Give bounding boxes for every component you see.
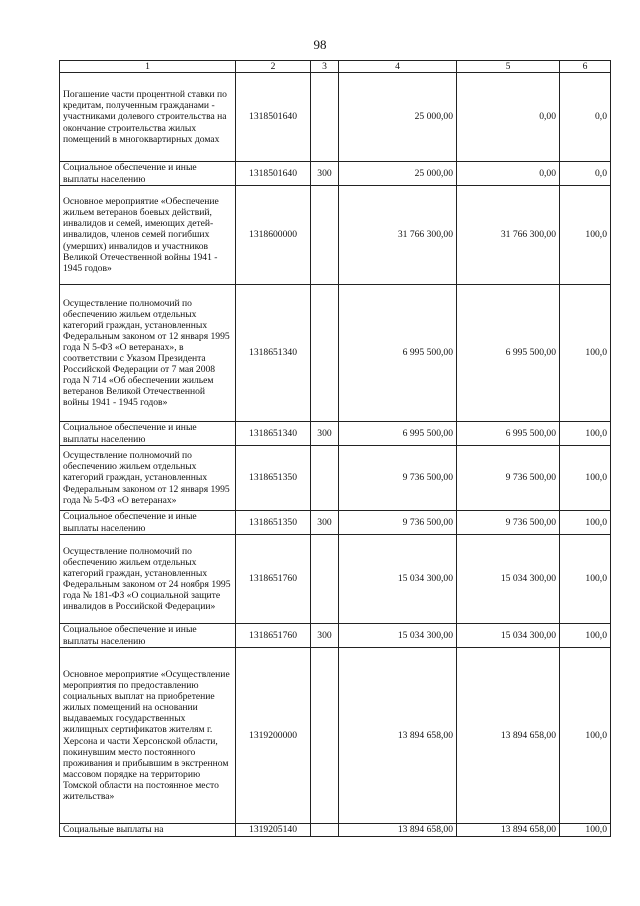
execution-percent: 100,0 [560, 186, 611, 285]
planned-amount: 13 894 658,00 [339, 648, 457, 824]
expense-type: 300 [311, 624, 339, 648]
target-code: 1318651340 [236, 285, 311, 422]
target-code: 1319200000 [236, 648, 311, 824]
header-cell: 3 [311, 61, 339, 73]
target-code: 1318651760 [236, 624, 311, 648]
executed-amount: 13 894 658,00 [457, 648, 560, 824]
expense-type: 300 [311, 511, 339, 535]
expense-type [311, 446, 339, 511]
planned-amount: 25 000,00 [339, 162, 457, 186]
executed-amount: 0,00 [457, 73, 560, 162]
item-name: Социальное обеспечение и иные выплаты населению [60, 624, 236, 648]
execution-percent: 100,0 [560, 511, 611, 535]
item-name: Социальное обеспечение и иные выплаты населению [60, 422, 236, 446]
execution-percent: 100,0 [560, 285, 611, 422]
item-name: Социальное обеспечение и иные выплаты населению [60, 162, 236, 186]
item-name: Осуществление полномочий по обеспечению жильем отдельных категорий граждан, установленных Федеральным законом от 12 января 1995 года № 5-ФЗ «О ветеранах» [60, 446, 236, 511]
executed-amount: 13 894 658,00 [457, 824, 560, 837]
table-row [60, 162, 611, 186]
header-cell: 6 [560, 61, 611, 73]
executed-amount: 15 034 300,00 [457, 624, 560, 648]
execution-percent: 100,0 [560, 624, 611, 648]
execution-percent: 100,0 [560, 648, 611, 824]
table-row [60, 446, 611, 511]
executed-amount: 31 766 300,00 [457, 186, 560, 285]
expense-type [311, 73, 339, 162]
item-name: Социальное обеспечение и иные выплаты населению [60, 511, 236, 535]
target-code: 1318651350 [236, 511, 311, 535]
planned-amount: 15 034 300,00 [339, 624, 457, 648]
item-name: Осуществление полномочий по обеспечению жильем отдельных категорий граждан, установленных Федеральным законом от 12 января 1995 года N 5-ФЗ «О ветеранах», в соответствии с Указом Президента Российской Федерации от 7 мая 2008 года N 714 «Об обеспечении жильем ветеранов Великой Отечественной войны 1941 - 1945 годов» [60, 285, 236, 422]
planned-amount: 31 766 300,00 [339, 186, 457, 285]
header-cell: 1 [60, 61, 236, 73]
planned-amount: 6 995 500,00 [339, 422, 457, 446]
executed-amount: 9 736 500,00 [457, 446, 560, 511]
expense-type: 300 [311, 422, 339, 446]
expense-type [311, 285, 339, 422]
table-row [60, 422, 611, 446]
execution-percent: 0,0 [560, 162, 611, 186]
planned-amount: 13 894 658,00 [339, 824, 457, 837]
table-row [60, 824, 611, 837]
planned-amount: 15 034 300,00 [339, 535, 457, 624]
table-row [60, 535, 611, 624]
target-code: 1318651350 [236, 446, 311, 511]
table-row [60, 285, 611, 422]
expense-type: 300 [311, 162, 339, 186]
header-cell: 2 [236, 61, 311, 73]
item-name: Погашение части процентной ставки по кредитам, полученным гражданами - участниками долевого строительства на окончание строительства жилых помещений в многоквартирных домах [60, 73, 236, 162]
table-row [60, 648, 611, 824]
target-code: 1319205140 [236, 824, 311, 837]
executed-amount: 15 034 300,00 [457, 535, 560, 624]
column-number-row [60, 61, 611, 73]
execution-percent: 100,0 [560, 422, 611, 446]
budget-table [59, 60, 611, 837]
page-number: 98 [313, 37, 327, 52]
item-name: Социальные выплаты на [60, 824, 236, 837]
table-row [60, 186, 611, 285]
table-row [60, 511, 611, 535]
planned-amount: 6 995 500,00 [339, 285, 457, 422]
target-code: 1318651760 [236, 535, 311, 624]
executed-amount: 9 736 500,00 [457, 511, 560, 535]
planned-amount: 9 736 500,00 [339, 511, 457, 535]
execution-percent: 100,0 [560, 446, 611, 511]
item-name: Основное мероприятие «Обеспечение жильем ветеранов боевых действий, инвалидов и семей, имеющих детей-инвалидов, членов семей погибших (умерших) инвалидов и участников Великой Отечественной войны 1941 - 1945 годов» [60, 186, 236, 285]
execution-percent: 100,0 [560, 535, 611, 624]
expense-type [311, 186, 339, 285]
item-name: Осуществление полномочий по обеспечению жильем отдельных категорий граждан, установленных Федеральным законом от 24 ноября 1995 года № 181-ФЗ «О социальной защите инвалидов в Российской Федерации» [60, 535, 236, 624]
target-code: 1318501640 [236, 73, 311, 162]
header-cell: 5 [457, 61, 560, 73]
expense-type [311, 648, 339, 824]
executed-amount: 6 995 500,00 [457, 422, 560, 446]
executed-amount: 6 995 500,00 [457, 285, 560, 422]
header-cell: 4 [339, 61, 457, 73]
planned-amount: 25 000,00 [339, 73, 457, 162]
execution-percent: 0,0 [560, 73, 611, 162]
target-code: 1318600000 [236, 186, 311, 285]
target-code: 1318501640 [236, 162, 311, 186]
planned-amount: 9 736 500,00 [339, 446, 457, 511]
table-row [60, 73, 611, 162]
table-row [60, 624, 611, 648]
executed-amount: 0,00 [457, 162, 560, 186]
target-code: 1318651340 [236, 422, 311, 446]
expense-type [311, 535, 339, 624]
execution-percent: 100,0 [560, 824, 611, 837]
item-name: Основное мероприятие «Осуществление мероприятия по предоставлению социальных выплат на приобретение жилых помещений на основании выдаваемых государственных жилищных сертификатов жителям г. Херсона и части Херсонской области, покинувшим место постоянного проживания и прибывшим в экстренном массовом порядке на территорию Томской области на постоянное место жительства» [60, 648, 236, 824]
expense-type [311, 824, 339, 837]
